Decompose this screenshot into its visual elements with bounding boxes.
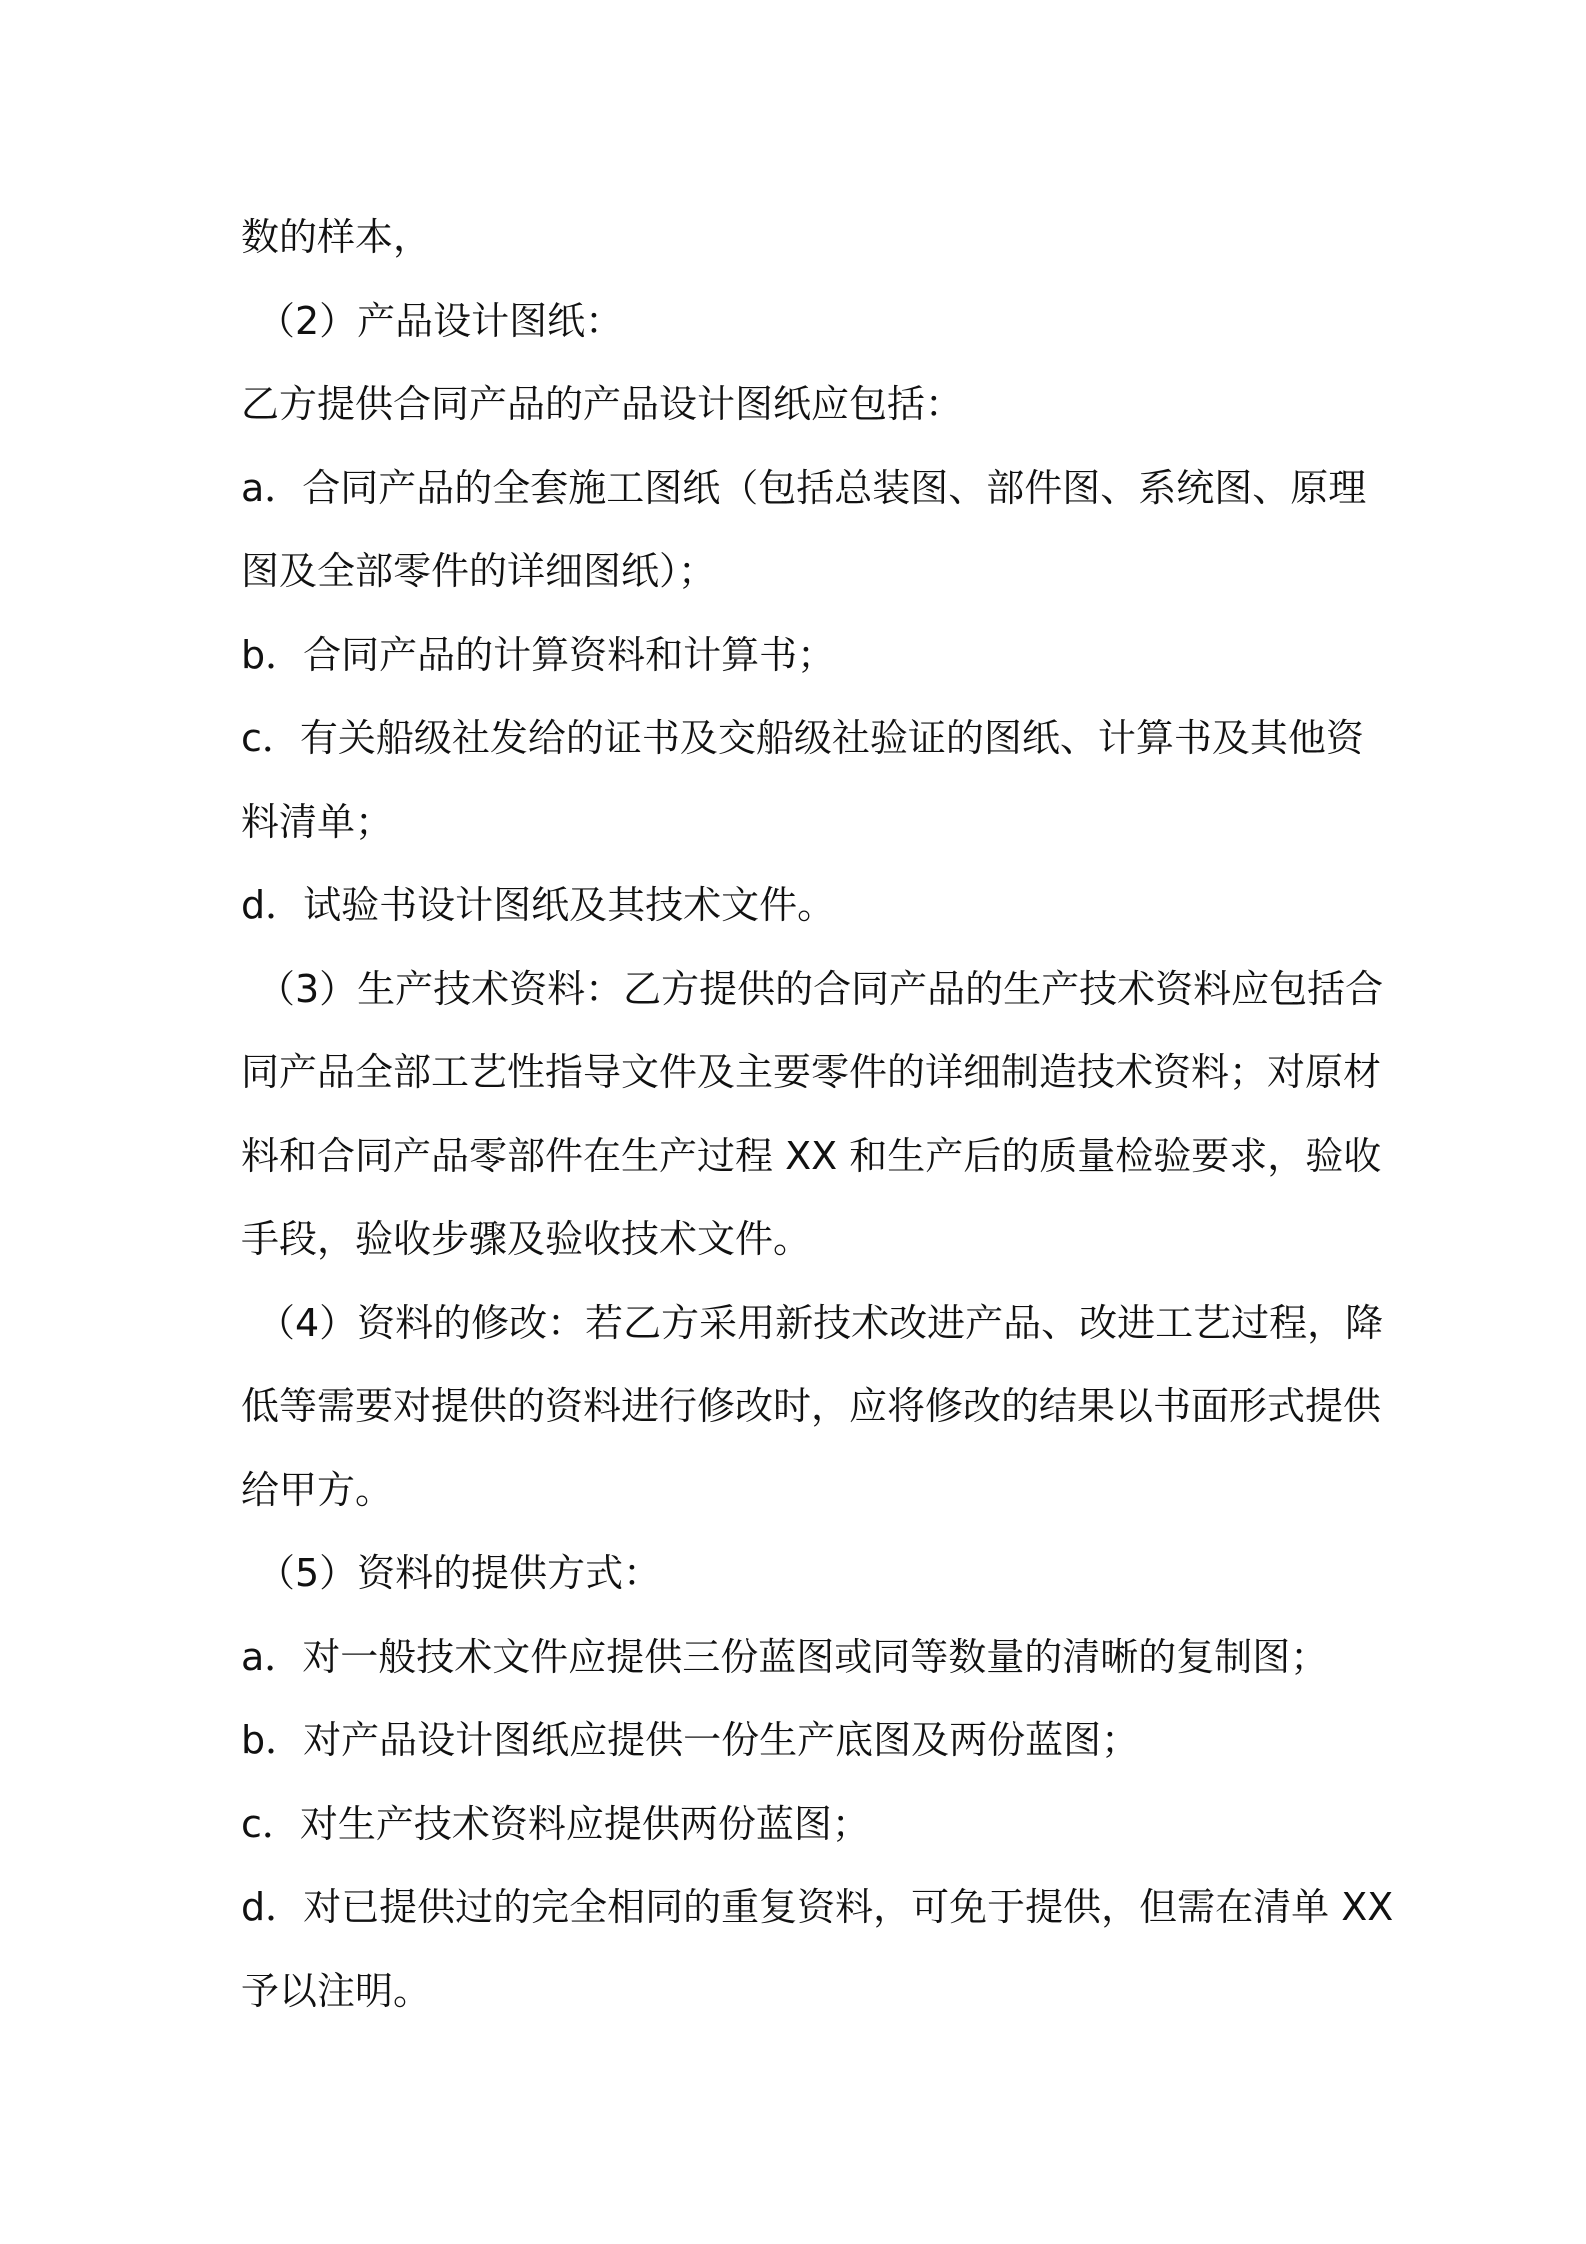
list-item-text: a．对一般技术文件应提供三份蓝图或同等数量的清晰的复制图；: [241, 1634, 1329, 1679]
list-item-text: b．对产品设计图纸应提供一份生产底图及两份蓝图；: [241, 1718, 1140, 1762]
text-line: 同产品全部工艺性指导文件及主要零件的详细制造技术资料；对原材: [241, 1050, 1382, 1094]
text-line: 料和合同产品零部件在生产过程 XX 和生产后的质量检验要求，验收: [241, 1133, 1382, 1178]
text-line: 数的样本，: [241, 215, 432, 259]
section-heading: （4）资料的修改：若乙方采用新技术改进产品、改进工艺过程，降: [257, 1300, 1384, 1345]
text-line: 手段，验收步骤及验收技术文件。: [241, 1217, 812, 1261]
section-heading: （2）产品设计图纸：: [257, 298, 624, 343]
list-item-text: a．合同产品的全套施工图纸（包括总装图、部件图、系统图、原理: [241, 465, 1367, 510]
section-heading: （5）资料的提供方式：: [257, 1551, 662, 1595]
text-line: 低等需要对提供的资料进行修改时，应将修改的结果以书面形式提供: [241, 1384, 1382, 1428]
text-line: 乙方提供合同产品的产品设计图纸应包括：: [241, 382, 964, 426]
list-item-text: d．对已提供过的完全相同的重复资料，可免于提供，但需在清单 XX: [241, 1885, 1394, 1929]
text-line: 料清单；: [241, 799, 394, 844]
section-heading: （3）生产技术资料：乙方提供的合同产品的生产技术资料应包括合: [257, 966, 1384, 1011]
text-line: 给甲方。: [241, 1467, 394, 1512]
text-line: 图及全部零件的详细图纸）；: [241, 549, 717, 593]
document-page: [241, 196, 1394, 2033]
text-line: 予以注明。: [241, 1968, 432, 2013]
list-item-text: d．试验书设计图纸及其技术文件。: [241, 883, 836, 927]
list-item-text: b．合同产品的计算资料和计算书；: [241, 632, 836, 677]
list-item-text: c．有关船级社发给的证书及交船级社验证的图纸、计算书及其他资: [241, 716, 1364, 760]
list-item-text: c．对生产技术资料应提供两份蓝图；: [241, 1801, 870, 1846]
